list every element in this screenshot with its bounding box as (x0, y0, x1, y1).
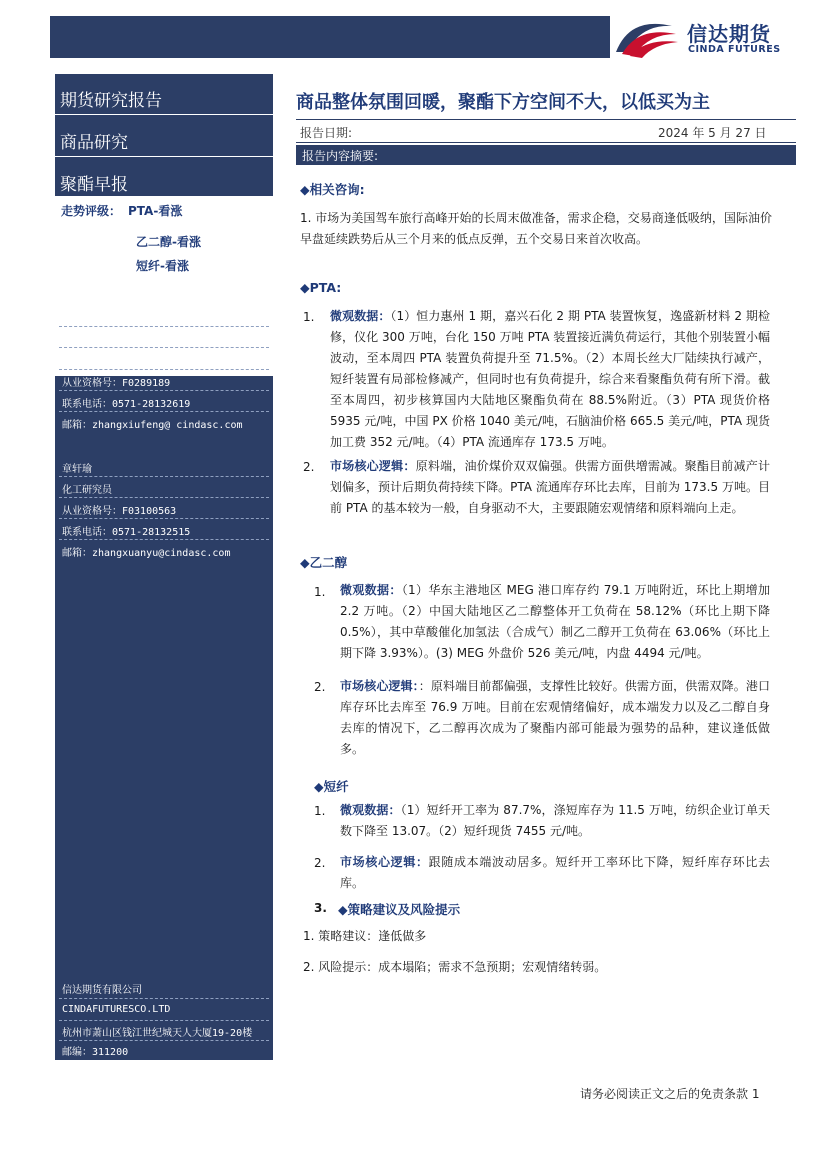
dashed-divider (59, 326, 269, 327)
dashed-divider (59, 411, 269, 412)
analyst-title: 化工研究员 (62, 485, 112, 496)
date-label: 报告日期: (300, 126, 353, 140)
sidebar-divider (55, 114, 273, 115)
company-address: 杭州市萧山区钱江世纪城天人大厦19-20楼 (62, 1028, 253, 1039)
list-number: 1. (314, 585, 326, 599)
section-heading-pta: ◆PTA: (300, 280, 342, 295)
pta-logic-label: 市场核心逻辑： (330, 459, 416, 473)
meg-micro-text: （1）华东主港地区 MEG 港口库存约 79.1 万吨附近，环比上期增加 2.2 万吨。（2）中国大陆地区乙二醇整体开工负荷在 58.12%（环比上期下降 0.5%），其中草酸催化加氢法（合成气）制乙二醇开工负荷在 63.06%（环比上期下降 3.93%）。(3) MEG 外盘价 526 美元/吨，内盘 4494 元/吨。 (340, 583, 770, 660)
meg-logic-label: 市场核心逻辑： (340, 679, 419, 693)
analyst-license: 从业资格号：F03100563 (62, 506, 177, 517)
company-logo (612, 12, 802, 62)
psf-core-logic (340, 852, 770, 894)
logo-cn-text: 信达期货 (687, 22, 771, 46)
psf-micro-label: 微观数据： (340, 803, 401, 817)
list-number: 2. (314, 680, 326, 694)
psf-micro-text: （1）短纤开工率为 87.7%，涤短库存为 11.5 万吨，纺织企业订单天数下降至 13.07。（2）短纤现货 7455 元/吨。 (340, 803, 770, 838)
company-website: CINDAFUTURESCO.LTD (62, 1004, 171, 1015)
risk-warning: 2. 风险提示：成本塌陷；需求不急预期；宏观情绪转弱。 (303, 960, 607, 974)
header-band (50, 16, 610, 58)
dashed-divider (59, 1020, 269, 1021)
analyst-name: 章轩瑜 (62, 464, 92, 475)
section-heading-strategy: ◆策略建议及风险提示 (338, 902, 461, 917)
list-number: 2. (314, 856, 326, 870)
report-type: 期货研究报告 (60, 91, 162, 111)
pta-logic-text: 原料端，油价煤价双双偏强。供需方面供增需减。聚酯目前减产计划偏多，预计后期负荷持续下降。PTA 流通库存环比去库，目前为 173.5 万吨。目前 PTA 的基本较为一般，自身驱动不大，主要跟随宏观情绪和原料端向上走。 (330, 459, 770, 515)
meg-micro-label: 微观数据： (340, 583, 402, 597)
rating-psf: 短纤-看涨 (136, 259, 189, 273)
category: 商品研究 (60, 133, 128, 153)
logo-en-text: CINDA FUTURES (688, 44, 781, 55)
dashed-divider (59, 347, 269, 348)
pta-core-logic (330, 456, 770, 519)
strategy-suggestion: 1. 策略建议：逢低做多 (303, 929, 427, 943)
section-heading-related: ◆相关咨询: (300, 182, 365, 197)
analyst-email[interactable]: 邮箱：zhangxiufeng@ cindasc.com (62, 420, 243, 431)
report-title: 商品整体氛围回暖，聚酯下方空间不大，以低买为主 (296, 92, 710, 113)
list-number: 3. (314, 901, 327, 915)
sidebar (55, 74, 273, 1060)
section-heading-psf: ◆短纤 (314, 779, 349, 794)
meg-logic-text: ：原料端目前都偏强，支撑性比较好。供需方面，供需双降。港口库存环比去库至 76.9 万吨。目前在宏观情绪偏好，成本端发力以及乙二醇自身去库的情况下，乙二醇再次成为了聚酯内部可能最为强势的品种，建议逢低做多。 (340, 679, 770, 756)
analyst-email[interactable]: 邮箱：zhangxuanyu@cindasc.com (62, 548, 231, 559)
rating-box (55, 196, 273, 376)
disclaimer-note: 请务必阅读正文之后的免责条款 1 (580, 1087, 760, 1101)
rating-meg: 乙二醇-看涨 (136, 235, 201, 249)
section-heading-meg: ◆乙二醇 (300, 555, 348, 570)
logo-mark-icon (612, 12, 682, 62)
rating-pta: PTA-看涨 (128, 204, 183, 218)
psf-logic-text: 跟随成本端波动居多。短纤开工率环比下降，短纤库存环比去库。 (340, 855, 770, 890)
title-divider (296, 119, 796, 120)
report-date: 2024 年 5 月 27 日 (658, 126, 767, 140)
analyst-title: 化工研究员 (62, 335, 112, 346)
dashed-divider (59, 369, 269, 370)
company-postcode: 邮编：311200 (62, 1047, 129, 1058)
date-divider (296, 142, 796, 143)
dashed-divider (59, 1040, 269, 1041)
analyst-phone: 联系电话：0571-28132515 (62, 527, 191, 538)
list-number: 1. (314, 804, 326, 818)
meg-core-logic (340, 676, 770, 760)
analyst-name: 张秀峰 (62, 314, 92, 325)
analyst-license: 从业资格号：F0289189 (62, 378, 171, 389)
related-paragraph: 1. 市场为美国驾车旅行高峰开始的长周末做准备，需求企稳，交易商逢低吸纳，国际油价早盘延续跌势后从三个月来的低点反弹，五个交易日来首次收高。 (300, 211, 772, 246)
dashed-divider (59, 476, 269, 477)
pta-micro-text: （1）恒力惠州 1 期，嘉兴石化 2 期 PTA 装置恢复，逸盛新材料 2 期检修，仪化 300 万吨，台化 150 万吨 PTA 装置接近满负荷运行，其他个别装置小幅波动，至本周四 PTA 装置负荷提升至 71.5%。（2）本周长丝大厂陆续执行减产，短纤装置有局部检修减产，但同时也有负荷提升，综合来看聚酯负荷有所下滑。截至本周四，初步核算国内大陆地区聚酯负荷在 88.5%附近。（3）PTA 现货价格 5935 元/吨，中国 PX 价格 1040 美元/吨，石脑油价格 665.5 美元/吨，PTA 现货加工费 352 元/吨。（4）PTA 流通库存 173.5 万吨。 (330, 309, 770, 449)
list-number: 1. (303, 310, 315, 324)
company-name: 信达期货有限公司 (62, 985, 142, 996)
psf-logic-label: 市场核心逻辑： (340, 855, 429, 869)
dashed-divider (59, 518, 269, 519)
rating-label: 走势评级： (61, 204, 122, 218)
analyst-license: 投资咨询编号：Z0011152 (62, 357, 181, 368)
dashed-divider (59, 539, 269, 540)
pta-micro-data (330, 306, 770, 453)
psf-micro-data (340, 800, 770, 842)
list-number: 2. (303, 460, 315, 474)
dashed-divider (59, 390, 269, 391)
sidebar-divider (55, 156, 273, 157)
summary-label: 报告内容摘要: (302, 149, 379, 163)
summary-bar (296, 145, 796, 165)
meg-micro-data (340, 580, 770, 664)
dashed-divider (59, 998, 269, 999)
analyst-phone: 联系电话：0571-28132619 (62, 399, 191, 410)
dashed-divider (59, 497, 269, 498)
pta-micro-label: 微观数据： (330, 309, 391, 323)
report-subject: 聚酯早报 (60, 175, 128, 195)
